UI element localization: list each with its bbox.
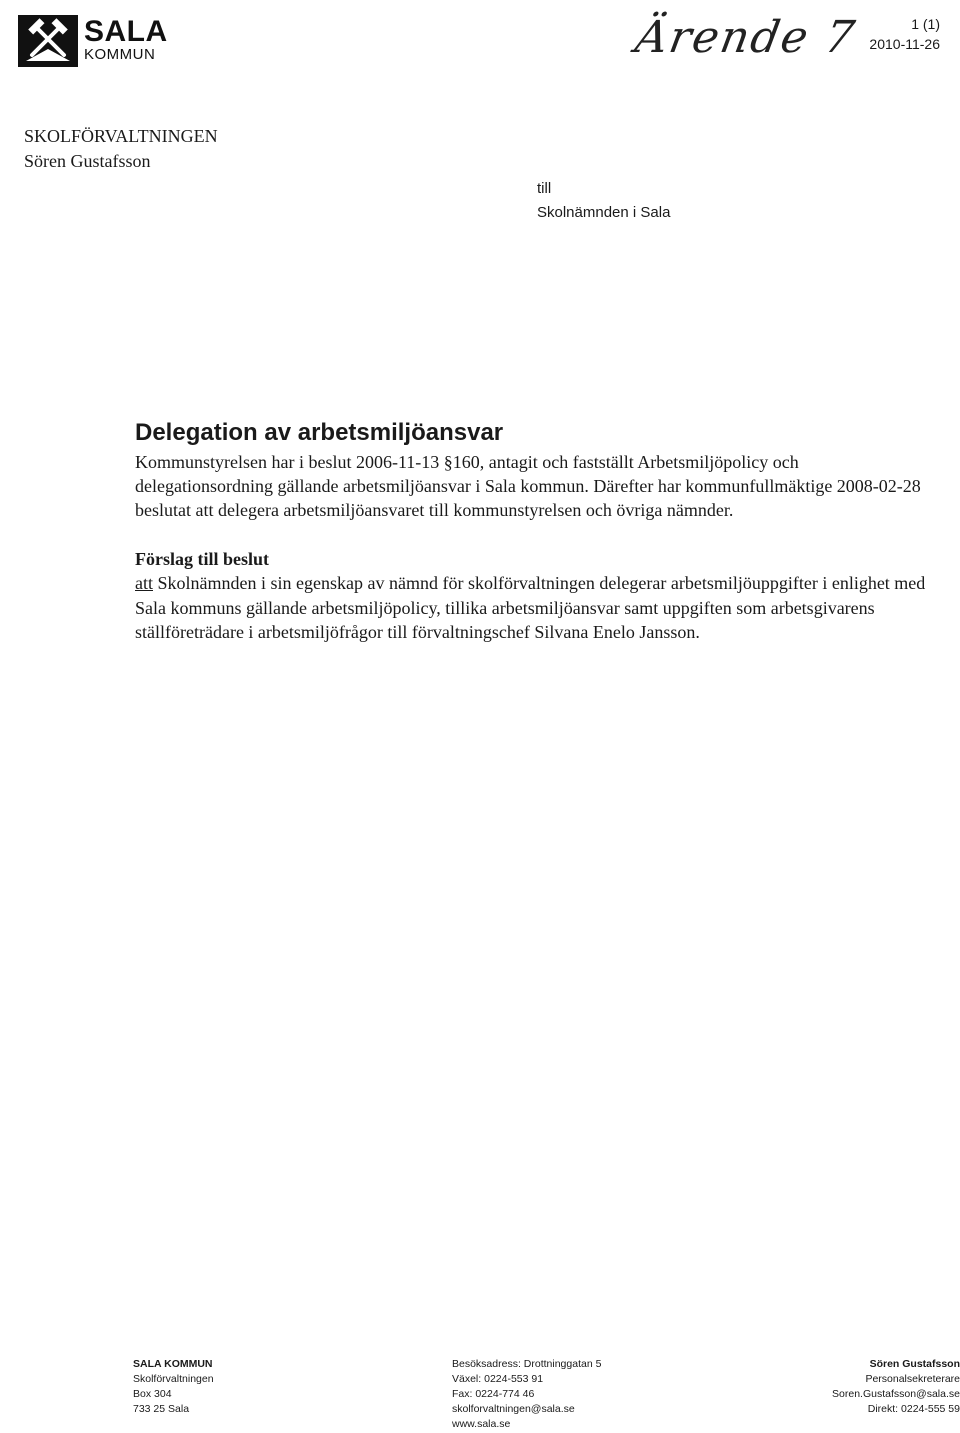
proposal-section — [135, 547, 935, 645]
proposal-heading: Förslag till beslut — [135, 549, 269, 569]
logo-name: SALA — [84, 15, 168, 48]
footer-person — [832, 1357, 960, 1417]
footer-person-name: Sören Gustafsson — [869, 1358, 960, 1370]
footer-website: www.sala.se — [452, 1418, 511, 1430]
page-number: 1 (1) — [911, 16, 940, 32]
handwritten-note: Ärende 7 — [631, 12, 860, 63]
recipient-prefix: till — [537, 180, 552, 197]
footer-person-title: Personalsekreterare — [865, 1373, 960, 1385]
footer-fax: Fax: 0224-774 46 — [452, 1388, 535, 1400]
sender-block — [24, 124, 218, 174]
logo-wordmark — [84, 15, 168, 64]
footer-org-box: Box 304 — [133, 1388, 172, 1400]
hammers-crest-icon — [18, 15, 78, 67]
footer-person-email: Soren.Gustafsson@sala.se — [832, 1388, 960, 1400]
footer-org-postal: 733 25 Sala — [133, 1403, 190, 1415]
sender-person: Sören Gustafsson — [24, 151, 151, 171]
page-info — [869, 14, 940, 54]
footer-org-name: SALA KOMMUN — [133, 1358, 213, 1370]
footer-email: skolforvaltningen@sala.se — [452, 1403, 575, 1415]
sender-department: SKOLFÖRVALTNINGEN — [24, 126, 218, 146]
footer-address: Besöksadress: Drottninggatan 5 — [452, 1358, 602, 1370]
recipient-name: Skolnämnden i Sala — [537, 204, 671, 221]
recipient-block — [537, 177, 670, 225]
proposal-paragraph — [135, 571, 935, 645]
sala-kommun-logo — [18, 15, 168, 67]
margin-scan-stamp — [0, 1210, 12, 1380]
proposal-att: att — [135, 573, 153, 593]
footer-person-direct: Direkt: 0224-555 59 — [867, 1403, 960, 1415]
proposal-text: Skolnämnden i sin egenskap av nämnd för skolförvaltningen delegerar arbetsmiljöuppgifter i enlighet med Sala kommuns gällande arbetsmiljöpolicy, tillika arbetsmiljöansvar samt uppgiften som arbetsgivarens ställföreträdare i arbetsmiljöfrågor till förvaltningschef Silvana Enelo Jansson. — [135, 573, 926, 642]
document-body — [135, 418, 935, 645]
footer-switchboard: Växel: 0224-553 91 — [452, 1373, 544, 1385]
footer-organization — [133, 1357, 214, 1417]
document-title: Delegation av arbetsmiljöansvar — [135, 419, 504, 446]
logo-sub: KOMMUN — [84, 46, 156, 63]
intro-paragraph: Kommunstyrelsen har i beslut 2006-11-13 §160, antagit och fastställt Arbetsmiljöpolicy och delegationsordning gällande arbetsmiljöansvar i Sala kommun. Därefter har kommunfullmäktige 2008-02-28 beslutat att delegera arbetsmiljöansvaret till kommunstyrelsen och övriga nämnder. — [135, 452, 921, 520]
footer-org-dept: Skolförvaltningen — [133, 1373, 214, 1385]
footer-contact — [452, 1357, 601, 1432]
document-date: 2010-11-26 — [869, 36, 940, 52]
